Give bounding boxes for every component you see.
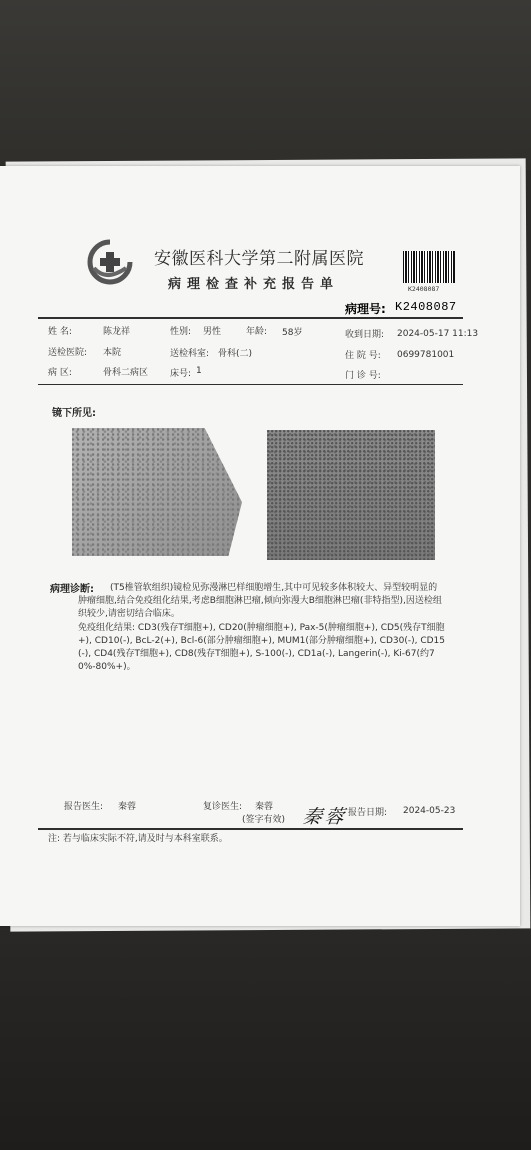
outpatient-label: 门 诊 号: <box>345 371 381 381</box>
handwritten-signature: 秦蓉 <box>301 806 349 828</box>
reporter-label: 报告医生: <box>64 802 104 812</box>
received-date: 2024-05-17 11:13 <box>397 329 479 339</box>
sending-hospital: 本院 <box>103 348 122 358</box>
ward: 骨科二病区 <box>103 368 149 378</box>
diagnosis-label: 病理诊断: <box>50 584 94 595</box>
signature-note: (签字有效) <box>242 815 286 825</box>
sending-dept: 骨科(二) <box>218 349 253 359</box>
bed-label: 床号: <box>170 369 192 379</box>
barcode <box>403 251 455 283</box>
footer-note: 注: 若与临床实际不符,请及时与本科室联系。 <box>48 834 228 844</box>
microscopy-heading: 镜下所见: <box>52 408 96 419</box>
hospital-name: 安徽医科大学第二附属医院 <box>154 249 364 269</box>
inpatient-no: 0699781001 <box>397 350 455 360</box>
pathology-no-value: K2408087 <box>395 300 457 314</box>
hospital-logo-icon <box>86 238 134 286</box>
name-label: 姓 名: <box>48 327 72 337</box>
reviewer-name: 秦蓉 <box>255 802 274 812</box>
hospital-label: 送检医院: <box>48 348 88 358</box>
patient-age: 58岁 <box>282 328 303 338</box>
report-date: 2024-05-23 <box>403 806 456 816</box>
reviewer-label: 复诊医生: <box>203 802 243 812</box>
dept-label: 送检科室: <box>170 349 210 359</box>
patient-sex: 男性 <box>203 327 222 337</box>
reporter-name: 秦蓉 <box>118 802 137 812</box>
age-label: 年龄: <box>246 327 268 337</box>
diagnosis-text: (T5椎管软组织)镜检见弥漫淋巴样细胞增生,其中可见较多体积较大、异型较明显的肿瘤细胞,结合免疫组化结果,考虑B细胞淋巴瘤,倾向弥漫大B细胞淋巴瘤(非特指型),因送检组织较少,请密切结合临床。 <box>78 583 442 619</box>
received-label: 收到日期: <box>345 330 385 340</box>
header-divider <box>38 317 463 319</box>
sex-label: 性别: <box>170 327 192 337</box>
micrograph-right <box>267 430 435 560</box>
info-divider <box>38 384 463 385</box>
bed-no: 1 <box>196 366 202 376</box>
footer-divider <box>38 828 463 830</box>
report-date-label: 报告日期: <box>348 808 388 818</box>
barcode-number: K2408087 <box>408 285 440 293</box>
desk-background-bottom <box>0 930 531 1150</box>
ward-label: 病 区: <box>48 368 72 378</box>
report-title: 病理检查补充报告单 <box>168 277 340 292</box>
pathology-no-label: 病理号: <box>345 302 386 316</box>
desk-background-top <box>0 0 531 170</box>
patient-name: 陈龙祥 <box>103 327 131 337</box>
inpatient-label: 住 院 号: <box>345 351 381 361</box>
ihc-results: 免疫组化结果: CD3(残存T细胞+), CD20(肿瘤细胞+), Pax-5(肿瘤细胞+), CD5(残存T细胞+), CD10(-), BcL-2(+), Bcl-6(部分肿瘤细胞+), MUM1(部分肿瘤细胞+), CD30(-), CD15(-), CD4(残存T细胞+), CD8(残存T细胞+), S-100(-), CD1a(-), Langerin(-), Ki-67(约70%-80%+)。 <box>78 623 446 672</box>
